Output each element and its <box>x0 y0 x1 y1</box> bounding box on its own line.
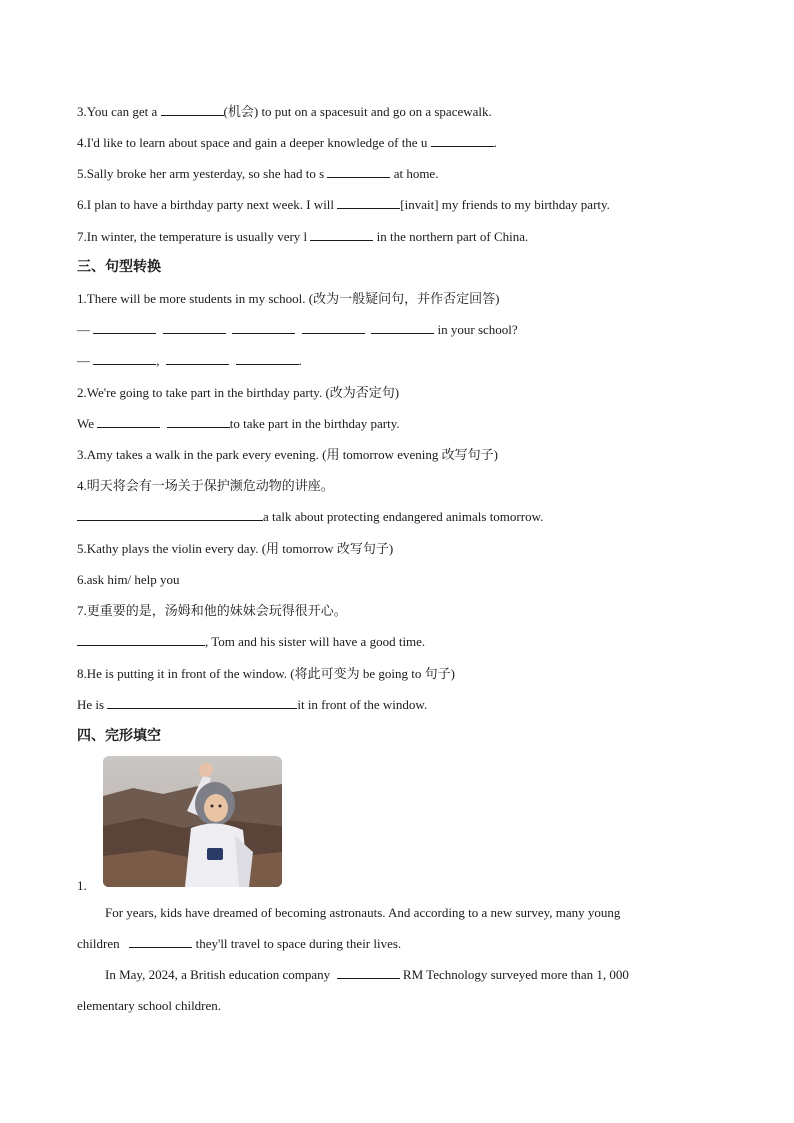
question-6 <box>77 196 610 214</box>
answer-blank[interactable] <box>93 321 156 334</box>
cloze-paragraph-1-line-1: For years, kids have dreamed of becoming astronauts. And according to a new survey, many young <box>105 905 621 920</box>
answer-blank[interactable] <box>167 415 230 428</box>
sentence-1-question-post: in your school? <box>434 322 518 337</box>
answer-blank[interactable] <box>107 696 297 709</box>
question-7 <box>77 228 528 246</box>
sentence-4-post: a talk about protecting endangered animals tomorrow. <box>263 509 544 524</box>
cloze-p2-pre: In May, 2024, a British education company <box>105 967 334 982</box>
dash: — <box>77 353 94 368</box>
answer-blank[interactable] <box>163 321 226 334</box>
sentence-2-answer-line <box>77 415 400 433</box>
question-3 <box>77 103 492 121</box>
sentence-4-answer-line <box>77 508 543 526</box>
answer-blank[interactable] <box>371 321 434 334</box>
cloze-number: 1. <box>77 878 87 893</box>
answer-blank[interactable] <box>129 935 192 948</box>
answer-blank[interactable] <box>161 103 224 116</box>
question-7-text-post: in the northern part of China. <box>373 229 529 244</box>
answer-blank[interactable] <box>310 228 373 241</box>
sentence-2-pre: We <box>77 416 98 431</box>
answer-blank[interactable] <box>337 966 400 979</box>
sentence-7-prompt: 7.更重要的是，汤姆和他的妹妹会玩得很开心。 <box>77 603 347 618</box>
answer-blank[interactable] <box>97 415 160 428</box>
answer-blank[interactable] <box>166 352 229 365</box>
cloze-p2-post: RM Technology surveyed more than 1, 000 <box>399 967 629 982</box>
answer-blank[interactable] <box>337 196 400 209</box>
sentence-5-prompt: 5.Kathy plays the violin every day. (用 tomorrow 改写句子) <box>77 541 394 556</box>
cloze-p1-post: they'll travel to space during their lives. <box>192 936 402 951</box>
sentence-3-prompt: 3.Amy takes a walk in the park every evening. (用 tomorrow evening 改写句子) <box>77 447 498 462</box>
question-6-text-post: [invait] my friends to my birthday party. <box>400 197 610 212</box>
sentence-1-answer-line <box>77 352 302 370</box>
question-5-text-pre: 5.Sally broke her arm yesterday, so she had to s <box>77 166 328 181</box>
sentence-8-pre: He is <box>77 697 108 712</box>
cloze-paragraph-2-line-2: elementary school children. <box>77 998 222 1013</box>
cloze-paragraph-1-line-2 <box>77 935 401 953</box>
sentence-2-prompt: 2.We're going to take part in the birthday party. (改为否定句) <box>77 385 400 400</box>
sentence-8-answer-line <box>77 696 427 714</box>
sentence-8-prompt: 8.He is putting it in front of the window. (将此可变为 be going to 句子) <box>77 666 455 681</box>
cloze-paragraph-2-line-1 <box>105 966 629 984</box>
question-3-text-post: (机会) to put on a spacesuit and go on a spacewalk. <box>223 104 492 119</box>
question-5-text-post: at home. <box>390 166 439 181</box>
sentence-8-post: it in front of the window. <box>297 697 428 712</box>
question-4-text-post: . <box>493 135 497 150</box>
sentence-7-post: , Tom and his sister will have a good time. <box>205 634 426 649</box>
comma: , <box>156 353 163 368</box>
section-3-title: 三、句型转换 <box>77 259 161 275</box>
period: . <box>298 353 302 368</box>
sentence-1-question-line <box>77 321 518 339</box>
answer-blank[interactable] <box>302 321 365 334</box>
question-6-text-pre: 6.I plan to have a birthday party next week. I will <box>77 197 338 212</box>
dash: — <box>77 322 94 337</box>
answer-blank[interactable] <box>77 508 263 521</box>
sentence-7-answer-line <box>77 633 425 651</box>
section-4-title: 四、完形填空 <box>77 728 161 744</box>
answer-blank[interactable] <box>77 633 205 646</box>
sentence-6-prompt: 6.ask him/ help you <box>77 572 180 587</box>
cloze-p1-pre: children <box>77 936 123 951</box>
question-7-text-pre: 7.In winter, the temperature is usually very l <box>77 229 311 244</box>
answer-blank[interactable] <box>93 352 156 365</box>
sentence-1-prompt: 1.There will be more students in my school. (改为一般疑问句，并作否定回答) <box>77 291 500 306</box>
child-astronaut-photo <box>103 756 282 887</box>
question-4 <box>77 134 497 152</box>
sentence-2-post: to take part in the birthday party. <box>229 416 400 431</box>
answer-blank[interactable] <box>431 134 494 147</box>
answer-blank[interactable] <box>236 352 299 365</box>
question-5 <box>77 165 438 183</box>
answer-blank[interactable] <box>232 321 295 334</box>
answer-blank[interactable] <box>327 165 390 178</box>
question-4-text-pre: 4.I'd like to learn about space and gain a deeper knowledge of the u <box>77 135 431 150</box>
question-3-text-pre: 3.You can get a <box>77 104 161 119</box>
sentence-4-prompt: 4.明天将会有一场关于保护濒危动物的讲座。 <box>77 478 334 493</box>
